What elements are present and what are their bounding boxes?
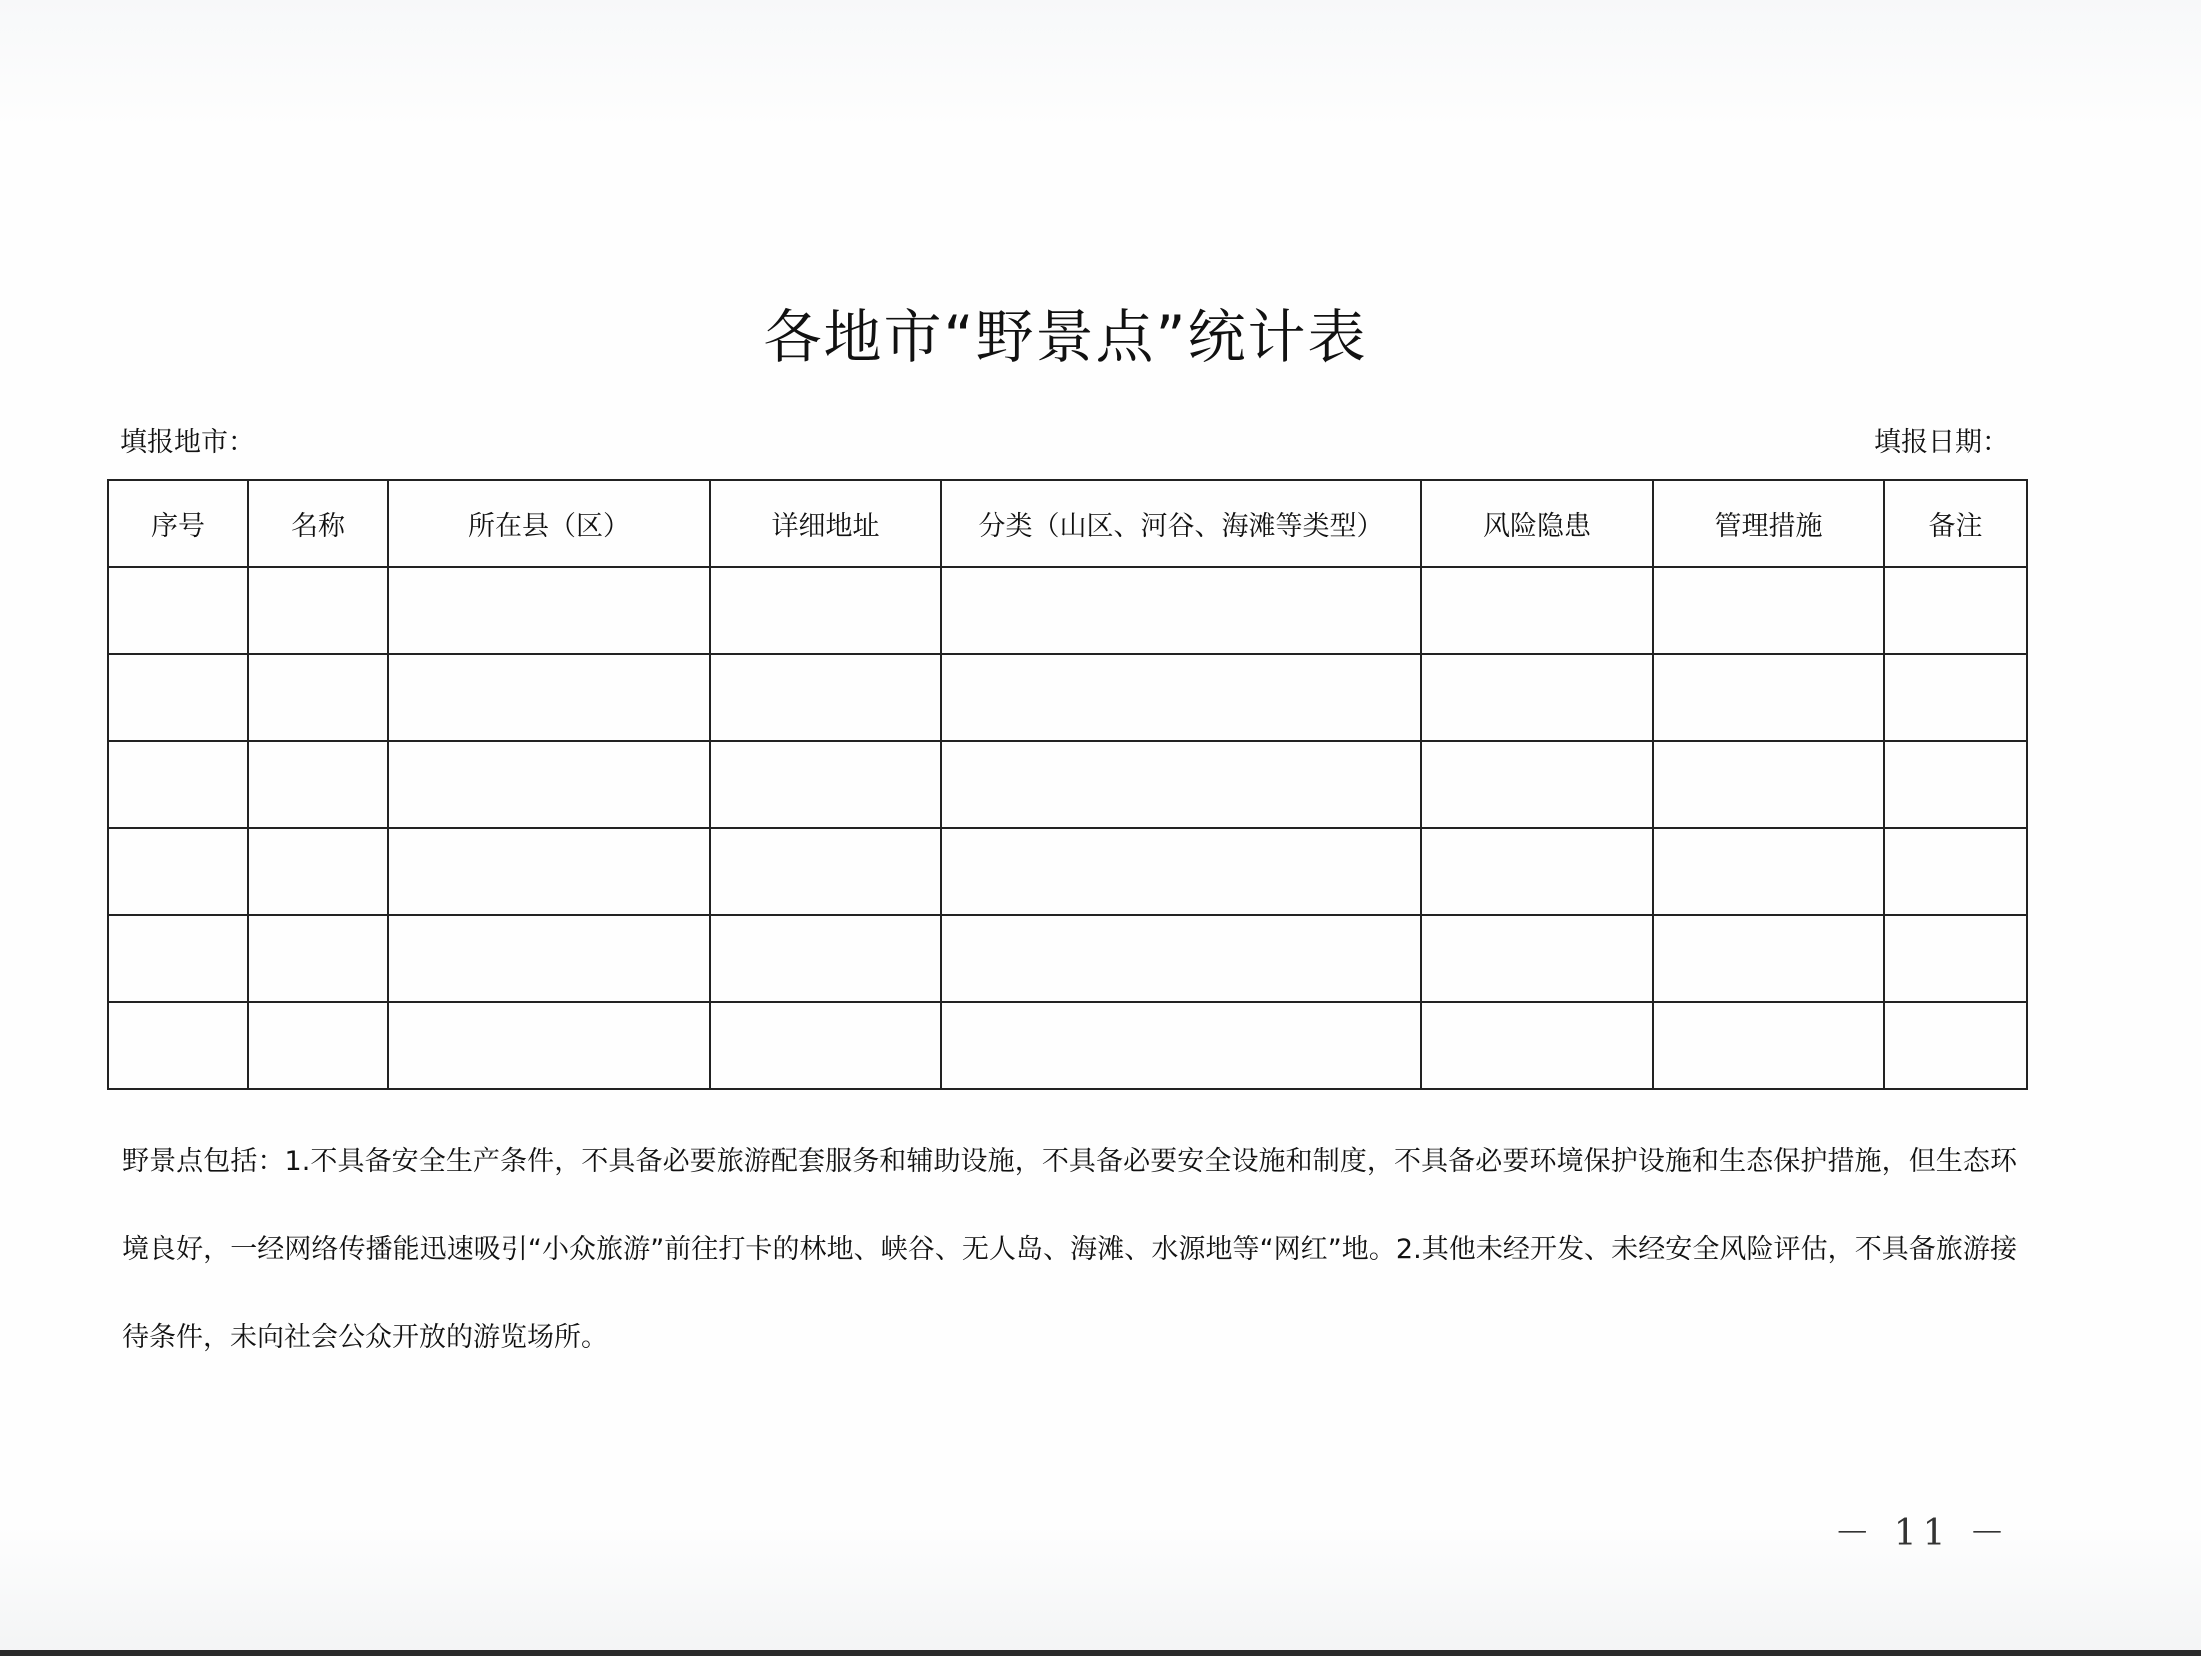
table-cell[interactable] (388, 1002, 710, 1089)
table-cell[interactable] (1421, 915, 1653, 1002)
table-cell[interactable] (1653, 567, 1884, 654)
header-county: 所在县（区） (388, 480, 710, 567)
fill-city-label: 填报地市： (120, 427, 255, 458)
table-row (108, 828, 2027, 915)
header-address: 详细地址 (710, 480, 941, 567)
table-cell[interactable] (941, 828, 1421, 915)
table-cell[interactable] (1421, 654, 1653, 741)
table-cell[interactable] (1421, 1002, 1653, 1089)
table-cell[interactable] (1884, 567, 2027, 654)
table-cell[interactable] (710, 915, 941, 1002)
table-cell[interactable] (710, 828, 941, 915)
header-serial: 序号 (108, 480, 248, 567)
table-row (108, 654, 2027, 741)
table-cell[interactable] (108, 654, 248, 741)
scan-bottom-edge (0, 1650, 2201, 1656)
table-cell[interactable] (1884, 1002, 2027, 1089)
table-cell[interactable] (1653, 1002, 1884, 1089)
table-cell[interactable] (248, 828, 388, 915)
table-cell[interactable] (1653, 741, 1884, 828)
page-number: － 11 － (1834, 1513, 2011, 1554)
header-name: 名称 (248, 480, 388, 567)
table-row (108, 915, 2027, 1002)
table-cell[interactable] (941, 567, 1421, 654)
header-category: 分类（山区、河谷、海滩等类型） (941, 480, 1421, 567)
statistics-table (107, 479, 2028, 1090)
header-risk: 风险隐患 (1421, 480, 1653, 567)
table-cell[interactable] (248, 741, 388, 828)
table-cell[interactable] (388, 741, 710, 828)
table-cell[interactable] (248, 1002, 388, 1089)
table-cell[interactable] (248, 567, 388, 654)
table-header-row (108, 480, 2027, 567)
table-cell[interactable] (1884, 915, 2027, 1002)
table-cell[interactable] (108, 828, 248, 915)
fill-date-label: 填报日期： (1874, 427, 2009, 458)
table-cell[interactable] (388, 915, 710, 1002)
table-cell[interactable] (1421, 741, 1653, 828)
table-cell[interactable] (108, 1002, 248, 1089)
table-row (108, 741, 2027, 828)
table-cell[interactable] (108, 915, 248, 1002)
header-measures: 管理措施 (1653, 480, 1884, 567)
header-remarks: 备注 (1884, 480, 2027, 567)
table-cell[interactable] (108, 567, 248, 654)
table-cell[interactable] (388, 828, 710, 915)
table-cell[interactable] (710, 567, 941, 654)
table-cell[interactable] (941, 915, 1421, 1002)
table-row (108, 1002, 2027, 1089)
note-paragraph: 野景点包括：1.不具备安全生产条件，不具备必要旅游配套服务和辅助设施，不具备必要安全设施和制度，不具备必要环境保护设施和生态保护措施，但生态环境良好，一经网络传播能迅速吸引“小众旅游”前往打卡的林地、峡谷、无人岛、海滩、水源地等“网红”地。2.其他未经开发、未经安全风险评估，不具备旅游接待条件，未向社会公众开放的游览场所。 (122, 1146, 2017, 1353)
table-cell[interactable] (1884, 654, 2027, 741)
table-cell[interactable] (388, 567, 710, 654)
table-cell[interactable] (710, 654, 941, 741)
table-body (108, 567, 2027, 1089)
table-cell[interactable] (1653, 654, 1884, 741)
table-cell[interactable] (1421, 567, 1653, 654)
table-cell[interactable] (248, 915, 388, 1002)
document-title: 各地市“野景点”统计表 (763, 303, 1368, 371)
table-cell[interactable] (1421, 828, 1653, 915)
table-cell[interactable] (941, 741, 1421, 828)
table-cell[interactable] (1653, 915, 1884, 1002)
table-cell[interactable] (248, 654, 388, 741)
table-cell[interactable] (941, 1002, 1421, 1089)
table-row (108, 567, 2027, 654)
table-cell[interactable] (1884, 828, 2027, 915)
table-cell[interactable] (388, 654, 710, 741)
table-cell[interactable] (108, 741, 248, 828)
table-cell[interactable] (710, 1002, 941, 1089)
table-cell[interactable] (941, 654, 1421, 741)
table-cell[interactable] (710, 741, 941, 828)
table-cell[interactable] (1653, 828, 1884, 915)
table-cell[interactable] (1884, 741, 2027, 828)
